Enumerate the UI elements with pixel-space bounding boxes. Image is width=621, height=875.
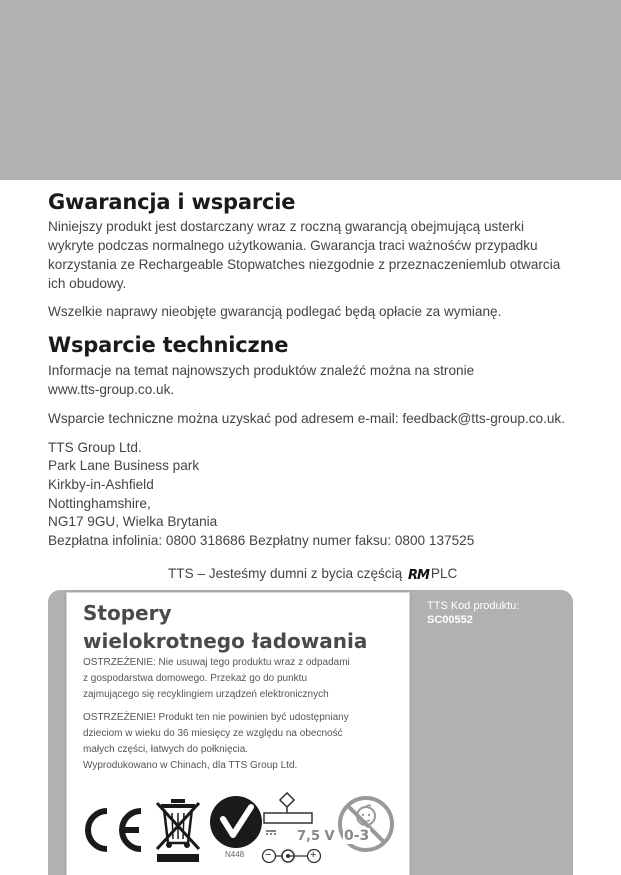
address-line: Kirkby-in-Ashfield: [48, 476, 154, 492]
warranty-line: wykryte podczas normalnego użytkowania. Gwarancja traci ważnośćw przypadku: [48, 237, 538, 253]
proud-plc: PLC: [430, 566, 458, 581]
warning-line: OSTRZEŻENIE! Produkt ten nie powinien być udostępniany: [83, 712, 349, 723]
product-title: [83, 599, 403, 655]
weee-bin-icon: [155, 797, 201, 863]
warning-line: dzieciom w wieku do 36 miesięcy ze względu na obecność: [83, 728, 343, 739]
rm-group-statement: [168, 566, 457, 583]
product-title-line: wielokrotnego ładowania: [83, 629, 368, 653]
repairs-paragraph: Wszelkie naprawy nieobjęte gwarancją podlegać będą opłacie za wymianę.: [48, 304, 502, 320]
address-line: Nottinghamshire,: [48, 495, 151, 511]
product-code-value: SC00552: [427, 614, 473, 626]
support-line: Informacje na temat najnowszych produktów znaleźć można na stronie: [48, 363, 475, 379]
plus-sign: +: [310, 849, 317, 861]
disposal-warning: [83, 655, 388, 703]
support-email-paragraph: Wsparcie techniczne można uzyskać pod adresem e-mail: feedback@tts-group.co.uk.: [48, 410, 566, 426]
proud-text: TTS – Jesteśmy dumni z bycia częścią: [168, 566, 403, 581]
address-line: Bezpłatna infolinia: 0800 318686 Bezpłatny numer faksu: 0800 137525: [48, 532, 475, 548]
age-warning-label: 0-3: [344, 828, 370, 844]
c-tick-icon: [209, 795, 263, 849]
address-line: TTS Group Ltd.: [48, 439, 142, 455]
warning-line: OSTRZEŻENIE: Nie usuwaj tego produktu wraz z odpadami: [83, 657, 350, 668]
address-line: Park Lane Business park: [48, 458, 200, 474]
warranty-line: Niniejszy produkt jest dostarczany wraz z roczną gwarancją obejmującą usterki: [48, 219, 524, 235]
support-line: www.tts-group.co.uk.: [48, 382, 175, 398]
support-info-paragraph: [48, 362, 588, 400]
warning-line: małych części, łatwych do połknięcia.: [83, 744, 249, 755]
product-label: [66, 592, 410, 875]
address-line: NG17 9GU, Wielka Brytania: [48, 514, 218, 530]
minus-sign: −: [265, 849, 272, 861]
company-address: [48, 439, 588, 551]
top-gray-band: [0, 0, 621, 180]
rm-logo: RM: [407, 568, 429, 583]
warranty-heading: Gwarancja i wsparcie: [48, 190, 296, 214]
warranty-line: ich obudowy.: [48, 275, 127, 291]
product-title-line: Stopery: [83, 601, 172, 625]
support-heading: Wsparcie techniczne: [48, 333, 289, 358]
ce-mark-icon: [77, 805, 147, 855]
product-code-label: TTS Kod produktu:: [427, 600, 520, 612]
choking-warning: [83, 710, 388, 774]
age-warning-icon: [337, 795, 395, 853]
warning-line: z gospodarstwa domowego. Przekaż go do punktu: [83, 673, 308, 684]
warranty-paragraph: [48, 218, 588, 293]
voltage-label: 7,5 V: [297, 829, 335, 844]
warning-line: zajmującego się recyklingiem urządzeń elektronicznych: [83, 689, 329, 700]
warning-line: Wyprodukowano w Chinach, dla TTS Group Ltd.: [83, 760, 298, 771]
warranty-line: korzystania ze Rechargeable Stopwatches niezgodnie z przeznaczeniemlub otwarcia: [48, 256, 561, 272]
main-content: [48, 190, 588, 550]
compliance-number: N448: [225, 850, 245, 859]
